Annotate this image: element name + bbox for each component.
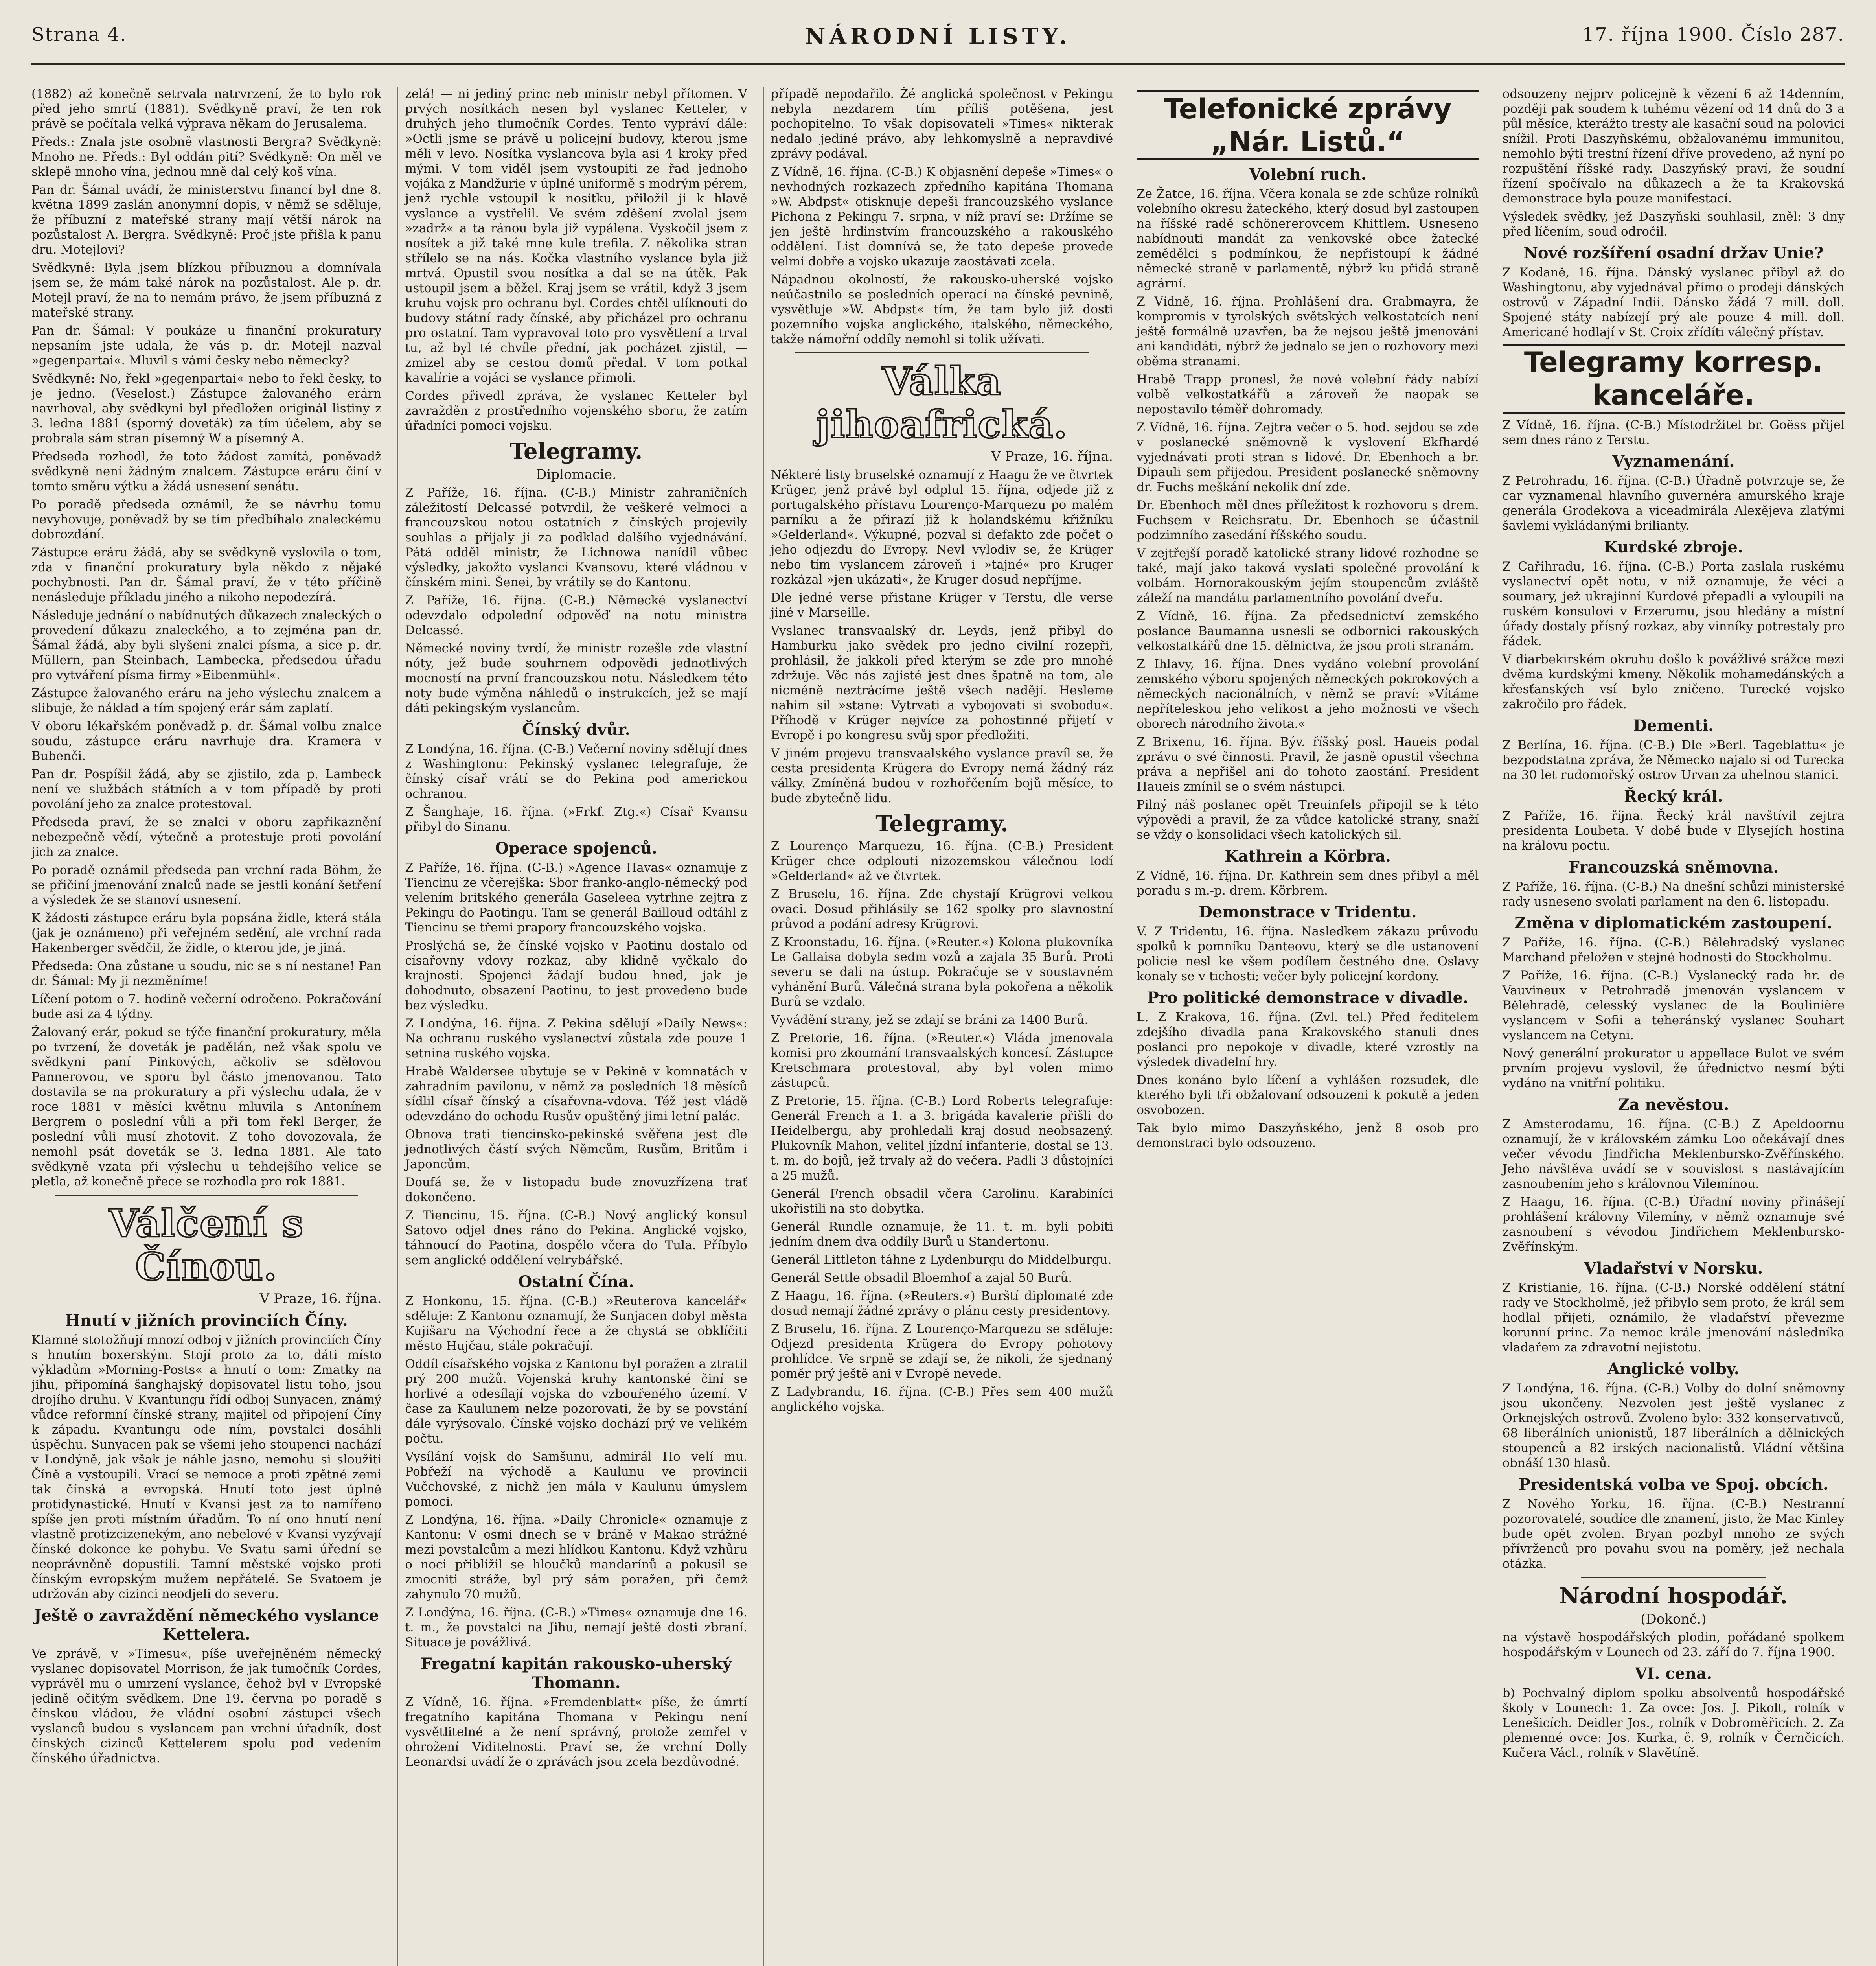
- telegram-text: V diarbekirském okruhu došlo k povážlivé srážce mezi dvěma kurdskými kmeny. Několik mohamedánských a křesťanských vsí bylo zničeno. Turecké vojsko zakročilo pro řádek.: [1502, 652, 1845, 711]
- newspaper-title: NÁRODNÍ LISTY.: [805, 24, 1071, 50]
- telegram-text: Z Paříže, 16. října. (C-B.) Vyslanecký rada hr. de Vauvineux v Petrohradě jmenován vyslancem v Bělehradě, celesský vyslanec de la Boulinière vyslancem v Sofii a teheránský vyslanec Souhart vyslancem na Cetyni.: [1502, 968, 1845, 1042]
- telegram-text: Z Haagu, 16. října. (C-B.) Úřadní noviny přinášejí prohlášení královny Vilemíny, v němž oznamuje své zasnoubení s vévodou Jindřichem Meklenbursko-Zvěřínským.: [1502, 1195, 1845, 1254]
- article-text: Žalovaný erár, pokud se týče finanční prokuratury, měla po tvrzení, že doveták je padělán, než však spolu ve svědkyni paní Pinkových, ačkoliv se sdělovou Pannerovou, ve sporu byl částo jmenovanou. Tato dostavila se na prokuratury a při výslechu udala, že v roce 1881 v měsíci květnu mluvila s Antonínem Bergrem o poslední vůli a při tom řekl Berger, že poslední vůli musí zhotovit. Z toho dovozovala, že nemohl psát doveták se 3. ledna 1881. Ale tato svědkyně vzata při výslechu u tehdejšího velice se pletla, až konečně přece se rozhodla pro rok 1881.: [31, 1025, 382, 1189]
- column-4: [1129, 87, 1479, 1966]
- telegram-text: Generál French obsadil včera Carolinu. Karabiníci ukořistili na sto dobytka.: [771, 1187, 1113, 1216]
- article-headline: Hnutí v jižních provinciích Číny.: [65, 1311, 348, 1330]
- article-text: V oboru lékařském poněvadž p. dr. Šámal volbu znalce soudu, zástupce eráru navrhuje dra. Kramera v Bubenči.: [31, 719, 382, 763]
- column-1: [31, 87, 381, 1966]
- article-text: (1882) až konečně setrvala natrvrzení, že to bylo rok před jeho smrtí (1881). Svědkyně praví, že ten rok právě se počítala velká výprava někam do Jerusalema.: [31, 87, 382, 131]
- telegram-text: Vyvádění strany, jež se zdají se bráni za 1400 Burů.: [771, 1013, 1089, 1027]
- article-text: V zejtřejší poradě katolické strany lidové rozhodne se také, mají jako taková vyslati společné provolání k volbám. Hornorakouským jejím stoupencům zvláště záleží na mandátu parlamentního povolání dveřu.: [1137, 546, 1479, 605]
- telegram-text: Z Pretorie, 15. října. (C-B.) Lord Roberts telegrafuje: Generál French a 1. a 3. brigáda kavalerie přišli do Heidelbergu, aby prohledali kraj dosud neobsazený. Plukovník Mahon, velitel jízdní infanterie, dostal se 13. t. m. do bojů, jež trvaly až do večera. Padli 3 důstojníci a 25 mužů.: [771, 1094, 1113, 1183]
- telegram-text: Vysílání vojsk do Samšunu, admirál Ho velí mu. Pobřeží na východě a Kaulunu ve provincii Vučchovské, z nichž jen mála v Kaulunu úmyslem pomoci.: [405, 1450, 747, 1509]
- telegram-text: Hrabě Waldersee ubytuje se v Pekině v komnatách v zahradním pavilonu, v němž za posledních 18 měsíců sídlil císař čínský a císařovna-vdova. Též jest vládě odevzdáno do ochodu Rusův opuštěný jimi letní palác.: [405, 1064, 747, 1123]
- section-headline: Národní hospodář.: [1559, 1583, 1788, 1609]
- telegram-text: Doufá se, že v listopadu bude znovuzřízena trať dokončeno.: [405, 1175, 747, 1204]
- article-text: Pan dr. Šámal: V poukáze u finanční prokuratury nepsaním jste udala, že vás p. dr. Motejl nazval »gegenpartai«. Mluvil s vámi česky nebo německy?: [31, 324, 382, 368]
- article-headline: Vyznamenání.: [1612, 452, 1735, 471]
- article-headline: Operace spojenců.: [495, 839, 657, 858]
- telegram-text: Z Berlína, 16. října. (C-B.) Dle »Berl. Tageblattu« je bezpodstatna zpráva, že Německo najalo si od Turecka na 30 let rudomořský ostrov Urvan za uhelnou stanici.: [1502, 738, 1845, 782]
- article-headline: VI. cena.: [1635, 1664, 1712, 1683]
- divider: [1581, 1577, 1766, 1578]
- article-text: Z Brixenu, 16. října. Býv. říšský posl. Haueis podal zprávu o své činnosti. Pravil, že jasně opustil všechna práva a nepřišel ani do tohoto zaostání. President Haueis zmínil se o svém nástupci.: [1137, 735, 1479, 794]
- article-text: V jiném projevu transvaalského vyslance pravíl se, že cesta presidenta Krügera do Evropy nemá žádný ráz války. Zmíněná budou v rozhořčením bojů měsíce, to bude zbytečně lidu.: [771, 746, 1113, 805]
- telegram-text: Z Kristianie, 16. října. (C-B.) Norské oddělení státní rady ve Stockholmě, jež přibylo sem proto, že král sem hodlal přijeti, oznámilo, že vladařství převezme korunní princ. Za nemoc krále jmenování následníka vladařem za zdravotní nejistotu.: [1502, 1281, 1845, 1355]
- telegram-text: Z Haagu, 16. října. (»Reuters.«) Burští diplomaté zde dosud nemají žádné zprávy o plánu cesty presidentovy.: [771, 1289, 1113, 1318]
- telegram-text: Z Vídně, 16. října. (C-B.) Místodržitel br. Goëss přijel sem dnes ráno z Terstu.: [1502, 418, 1845, 447]
- article-text: Tak bylo mimo Daszyňského, jenž 8 osob pro demonstraci bylo odsouzeno.: [1137, 1121, 1479, 1150]
- section-headline: Válka jihoafrická.: [816, 359, 1068, 447]
- article-headline: Vladařství v Norsku.: [1584, 1259, 1763, 1278]
- dateline: V Praze, 16. října.: [991, 449, 1113, 464]
- article-text: Cordes přivedl zpráva, že vyslanec Ketteler byl zavražděn z prostředního vojenského sboru, že zatím úřadníci pomoci vojsku.: [405, 389, 747, 433]
- article-text: Z Kodaně, 16. října. Dánský vyslanec přibyl až do Washingtonu, aby vyjednával přímo o prodeji dánských ostrovů v Západní Indii. Dánsko žádá 7 mill. doll. Spojené státy nabízejí prý ale pouze 4 mill. doll. Americané hodlají v St. Croix zřídíti válečný přístav.: [1502, 265, 1845, 339]
- telegram-text: Proslýchá se, že čínské vojsko v Paotinu dostalo od císařovny vdovy rozkaz, aby klidně vyčkalo do krajnosti. Spojenci žádají budou hned, jak je dohodnuto, obsazení Paotinu, to jest provedeno bude bez výsledku.: [405, 939, 747, 1012]
- article-text: Předseda praví, že se znalci v oboru zapřikaznění nebezpečně vědí, výtečně a protestuje proti povolání jich za znalce.: [31, 815, 382, 859]
- telegram-text: Z Bruselu, 16. října. Zde chystají Krügrovi velkou ovaci. Dosud přihlásily se 162 spolky pro slavnostní průvod a podání adresy Krügrovi.: [771, 887, 1113, 931]
- article-text: Následuje jednání o nabídnutých důkazech znaleckých o provedení důkazu znaleckého, a to zejména pan dr. Šámal žádá, aby byli slyšeni znalci písma, a sice p. dr. Müllern, pan Steinbach, Lambecka, předsedou úřadu pro vytváření písma firmy »Eibenmühl«.: [31, 608, 382, 682]
- telegram-text: Z Londýna, 16. října. Z Pekina sdělují »Daily News«: Na ochranu ruského vyslanectví zůstala zde pouze 1 setnina ruského vojska.: [405, 1016, 747, 1060]
- telegram-text: Z Šanghaje, 16. října. (»Frkf. Ztg.«) Císař Kvansu přibyl do Sinanu.: [405, 805, 747, 834]
- article-text: Z Vídně, 16. října. Prohlášení dra. Grabmayra, že kompromis v tyrolských světských velkostatcích není ještě formálně uzavřen, ba že nejsou ještě jmenováni ani kandidáti, nýbrž že jednalo se jen o rozhovory mezi oběma stranami.: [1137, 295, 1479, 368]
- issue-date: 17. října 1900. Číslo 287.: [1582, 24, 1845, 46]
- article-text: Svědkyně: Byla jsem blízkou příbuznou a domnívala jsem se, že mám také nárok na pozůstalost. Ale p. dr. Motejl praví, že na to nemám právo, že jsem příbuzná z mateřské strany.: [31, 261, 382, 320]
- article-text: Dle jedné verse přistane Krüger v Terstu, dle verse jiné v Marseille.: [771, 591, 1113, 620]
- article-text: Předseda rozhodl, že toto žádost zamítá, poněvadž svědkyně není žádným znalcem. Zástupce eráru činí v tomto směru výtku a žádá usnesení senátu.: [31, 449, 382, 493]
- telegram-text: Z Londýna, 16. října. »Daily Chronicle« oznamuje z Kantonu: V osmi dnech se v bráně v Makao strážné mezi povstalcům a mezi hlídkou Kantonu. Když vzhůru o noci přiblížil se hloučků mandarínů a pokusil se zmocniti stráže, byl prý sám poražen, při čemž zahynulo 70 mužů.: [405, 1513, 747, 1602]
- article-text: Z Vídně, 16. října. (C-B.) K objasnění depeše »Times« o nevhodných rozkazech zpředního kapitána Thomana »W. Abdpst« otisknuje depeši francouzského vyslance Pichona z Pekingu 7. srpna, v níž praví se: Držíme se jen ještě hrdinstvím francouzského a rakouského oddělení. List domnívá se, že tato depeše provede velmi dobře a vojsko ukazuje zaostávati zcela.: [771, 165, 1113, 269]
- article-text: odsouzeny nejprv policejně k vězení 6 až 14denním, později pak soudem k tuhému vězení od 14 dnů do 3 a půl měsíce, kterážto tresty ale kasační soud na polovici snížil. Proti Daszyňskému, obžalovanému immunitou, nemohlo býti trestní řízení dříve provedeno, až nyní po rozpuštění říšské rady. Daszyňský praví, že soudní řízení spočívalo na důkazech a že ta Krakovská demonstrace byla pouze manifestací.: [1502, 87, 1845, 206]
- telegram-text: Z Paříže, 16. října. (C-B.) Bělehradský vyslanec Marchand přeložen v stejné hodnosti do Stockholmu.: [1502, 935, 1845, 965]
- telegram-text: Generál Rundle oznamuje, že 11. t. m. byli pobiti jedním dnem dva oddíly Burů u Standertonu.: [771, 1220, 1113, 1249]
- column-3: [763, 87, 1113, 1966]
- article-text: V. Z Tridentu, 16. října. Nasledkem zákazu průvodu spolků k pomníku Danteovu, který se dle ustanovení policie nesl ke všem podílem čestného dne. Oslavy konaly se v tichosti; večer byly policejní kordony.: [1137, 924, 1479, 983]
- article-text: Zástupce žalovaného eráru na jeho výslechu znalcem a slibuje, že náklad a tím spojený erár sám zaplatí.: [31, 686, 382, 715]
- article-text: Líčení potom o 7. hodině večerní odročeno. Pokračování bude asi za 4 týdny.: [31, 992, 382, 1021]
- telegram-text: Z Kroonstadu, 16. října. (»Reuter.«) Kolona plukovníka Le Gallaisa dobyla sedm vozů a zajala 35 Burů. Proti severu se dali na ústup. Pokračuje se v soustavném vyhánění Burů. Válečná strana byla pokořena a několik Burů se vzdalo.: [771, 935, 1113, 1009]
- telegram-text: Z Honkonu, 15. října. (C-B.) »Reuterova kancelář« sděluje: Z Kantonu oznamují, že Sunjacen dobyl města Kujišaru na Východní řece a že chystá se obklíčiti město Hujčau, stále pokračují.: [405, 1294, 747, 1353]
- divider: [55, 1195, 358, 1196]
- section-headline: Telegramy.: [509, 438, 643, 464]
- article-headline: Kurdské zbroje.: [1604, 538, 1743, 556]
- article-headline: Kathrein a Körbra.: [1224, 847, 1391, 865]
- article-text: Dnes konáno bylo líčení a vyhlášen rozsudek, dle kterého byli tři obžalovaní odsouzeni k pokutě a jeden osvobozen.: [1137, 1073, 1479, 1117]
- page-number: Strana 4.: [31, 24, 127, 46]
- article-headline: Volební ruch.: [1249, 165, 1367, 184]
- article-text: Hrabě Trapp pronesl, že nové volební řády nabízí volbě velkostatkářů a zároveň že naopak se nepostavilo téměř dohromady.: [1137, 372, 1479, 416]
- telegram-text: Z Paříže, 16. října. (C-B.) »Agence Havas« oznamuje z Tiencinu ze včerejška: Sbor franko-anglo-německý pod velením britského generála Gaseleea vytrhne zejtra z Pekingu do Paotingu. Tam se generál Bailloud odtáhl z Tiencinu se třemi prapory francouzského vojska.: [405, 861, 747, 935]
- telegram-text: Z Londýna, 16. října. (C-B.) Večerní noviny sdělují dnes z Washingtonu: Pekinský vyslanec telegrafuje, že čínský císař vrátí se do Pekina pod americkou ochranou.: [405, 742, 747, 801]
- section-headline: Telefonické zprávy „Nár. Listů.“: [1137, 90, 1479, 160]
- article-headline: Čínský dvůr.: [522, 720, 631, 739]
- article-text: Vyslanec transvaalský dr. Leyds, jenž přibyl do Hamburku jako svědek pro jedno civilní rozepři, prohlásil, že jakkoli před kterým se zde pro mnohé zdržuje. Věc nás zajisté jest dnes špatně na tom, ale nicméně neztrácíme ještě všech nadějí. Hesleme nahim sil »stane: Vytrvati a vybojovati si svobodu«. Příhodě v Krüger nejvíce za pohostinné přijetí v Evropě i po kongresu svůj spor předložiti.: [771, 624, 1113, 742]
- telegram-text: Z Nového Yorku, 16. října. (C-B.) Nestranní pozorovatelé, soudíce dle znamení, jisto, že Mac Kinley bude opět zvolen. Bryan pozbyl mnoho ze svých přívrženců pro povahu svou na poměry, jež nechala otázka.: [1502, 1497, 1845, 1571]
- article-text: Klamné stotožňují mnozí odboj v jižních provinciích Číny s hnutím boxerským. Stojí proto za to, dáti místo výkladům »Morning-Posts« a hnutí o tom: Zmatky na jihu, připomíná šanghajský dopisovatel listu toho, jsou drojího druhu. V Kvantungu řídí odboj Sunyacen, známý vůdce reformní čínské strany, majitel od připojení Číny k západu. Kvantungu ode ním, povstalci dosáhli úspěchu. Sunyacen pak se všemi jeho stoupenci nachází v Londýně, jak však je náhle jasno, nemohu si sloužiti Číně a vystoupili. Vrací se nemoce a proti zpětné zemi tak čínská a evropská. Hnutí toto jest úplně protidynastické. Hnutí v Kvansi jest za to namířeno spíše jen proti místním úřadům. To ní ono hnutí není vlastně protizcizenekým, ano nebelové v Kvansi vyzývají čínské dokonce ke pohybu. Ve Svatu sami úřední se neoprávněně dopustili. Tamní městské vojsko proti čínským evropským mužem nepřátelé. Se Svatoem je udržován aby cizinci neodjeli do severu.: [31, 1333, 382, 1601]
- telegram-text: Z Pretorie, 16. října. (»Reuter.«) Vláda jmenovala komisi pro zkoumání transvaalských koncesí. Zástupce Kretschmara protestoval, aby byl volen mimo zástupců.: [771, 1031, 1113, 1090]
- telegram-text: Z Bruselu, 16. října. Z Lourenço-Marquezu se sděluje: Odjezd presidenta Krügera do Evropy pohotovy prohlídce. Ve srpně se zdají se, že nikoli, že sjednaný poměr prý ještě ani v Evropě nevede.: [771, 1322, 1113, 1381]
- telegram-text: Z Petrohradu, 16. října. (C-B.) Úřadně potvrzuje se, že car vyznamenal hlavního guvernéra amurského kraje generála Grodekova a viceadmirála Alexějeva zlatými šavlemi vykládanými brilianty.: [1502, 474, 1845, 533]
- article-text: Výsledek svědky, jež Daszyňski souhlasil, zněl: 3 dny před líčením, soud odročil.: [1502, 210, 1845, 239]
- telegram-text: Z Londýna, 16. října. (C-B.) Volby do dolní sněmovny jsou ukončeny. Nezvolen jest ještě vyslanec z Orknejských ostrovů. Zvoleno bylo: 332 konservativců, 68 liberálních unionistů, 187 liberálních a dělnických stoupenců a 82 irských nacionalistů. Vládní většina obnáší 130 hlasů.: [1502, 1381, 1845, 1470]
- article-headline: Pro politické demonstrace v divadle.: [1147, 989, 1468, 1007]
- telegram-text: Z Londýna, 16. října. (C-B.) »Times« oznamuje dne 16. t. m., že povstalci na Jihu, nemají ještě dosti zbraní. Situace je povážlivá.: [405, 1605, 747, 1649]
- article-text: Z Ihlavy, 16. října. Dnes vydáno volební provolání zemského výboru spojených německých pokrokových a německých nacionálních, v němž se praví: »Vítáme nepříteleskou jeho velikost a jeho možnosti ve všech oborech národního života.«: [1137, 657, 1479, 731]
- article-text: K žádosti zástupce eráru byla popsána židle, která stála (jak je oznámeno) při veřejném sedění, ale vrchní rada Hakenberger svědčil, že židle, o kterou jde, je jiná.: [31, 911, 382, 955]
- telegram-text: Z Paříže, 16. října. (C-B.) Na dnešní schůzi ministerské rady usneseno svolati parlament na den 6. listopadu.: [1502, 880, 1845, 909]
- telegram-text: Oddíl císařského vojska z Kantonu byl poražen a ztratil prý 200 mužů. Vojenská kruhy kantonské činí se horlivé a odesílají vojska do vzbouřeného území. V čase za Kaulunem nelze pozorovati, že by se povstání dále vyrýsovalo. Čínské vojsko dochází prý ve velikém počtu.: [405, 1357, 747, 1446]
- article-text: Některé listy bruselské oznamují z Haagu že ve čtvrtek Krüger, jenž právě byl odplul 15. října, odjede již z portugalského přístavu Lourenço-Marquezu po malém parníku a že přirazí již k holandskému křižníku »Gelderland«. Výkupné, pozval si defakto zde počet o jeho odjezdu do Evropy. Nevl vylodiv se, že Krüger nebo tím vyslancem zároveň i »tajné« pro Kruger rozkázal »jen ukázati«, že Kruger dosud nepříjme.: [771, 468, 1113, 587]
- article-text: b) Pochvalný diplom spolku absolventů hospodářské školy v Lounech: 1. Za ovce: Jos. J. Pikolt, rolník v Lenešicích. Deidler Jos., rolník v Dobroměřicích. 2. Za plemenné ovce: Jos. Kurka, č. 9, rolník v Černčicích. Kučera Václ., rolník v Slavětíně.: [1502, 1686, 1845, 1760]
- telegram-text: Z Vídně, 16. října. »Fremdenblatt« píše, že úmrtí fregatního kapitána Thomana v Pekingu není vysvětlitelné a že není správný, protože zemřel v ohrožení Viditelnosti. Praví se, že vrchní Dolly Leonardsi uvádí že o zprávách jsou zcela bezdůvodné.: [405, 1695, 747, 1769]
- telegram-text: Z Amsterodamu, 16. října. (C-B.) Z Apeldoornu oznamují, že v královském zámku Loo očekávají dnes večer vévodu Jindřicha Meklenbursko-Zvěřínského. Jeho návštěva uvádí se v souvislost s nastávajícím zasnoubením jeho s královnou Vilemínou.: [1502, 1117, 1845, 1191]
- telegram-text: Generál Settle obsadil Bloemhof a zajal 50 Burů.: [771, 1271, 1072, 1285]
- article-headline: Demonstrace v Tridentu.: [1199, 903, 1417, 921]
- subsection-headline: (Dokonč.): [1641, 1611, 1707, 1627]
- subsection-headline: Diplomacie.: [536, 467, 616, 482]
- article-text: zelá! — ni jediný princ neb ministr nebyl přítomen. V prvých nosítkách nesen byl vyslanec Ketteler, v druhých jeho tlumočník Cordes. Tento vypráví dále: »Octli jsme se právě u policejní budovy, kterou jsme měli v levo. Nosítka vyslancova byla asi 4 kroky před mými. V tom viděl jsem vystoupiti ze řad jednoho vojáka z Mandžurie v úplné uniformě s modrým pérem, jenž rychle vstoupil k nosítku, přiložil ji k hlavě vyslance a vystřelil. Ve svém zděšení zvolal jsem »zadrž« a ta ránou byla již vypálena. Vyskočil jsem z nosítek a již také mne kule trefila. Z několika stran střílelo se na nás. Kočka vlastního vyslance byla již mrtvá. Opustil svou nosítka a dal se na útěk. Pak ustoupil jsem a běžel. Kraj jsem se vrátil, když 3 jsem kruhu vojsk pro ochranu byl. Cordes chtěl ulíknouti do budovy státní rady čínské, aby přicházel pro ochranu pro ostatní. Tam vypravoval toto pro vysvětlení a trval tu, až byl té chvíle přední, jak pocházet zjistil, — zmizel aby se cestou domů předal. V tom potkal kavalírie a vojáci se vyslance přimoli.: [405, 87, 747, 385]
- telegram-text: Z Cařihradu, 16. října. (C-B.) Porta zaslala ruskému vyslanectví opět notu, v níž oznamuje, že věci a soumary, jež ukrajinní Kurdové přepadli a vyloupili na ruském konsulovi v Erzerumu, jsou hledány a místní úřady dostaly přísný rozkaz, aby vinníky potrestaly pro řádek.: [1502, 560, 1845, 648]
- article-text: Pan dr. Pospíšil žádá, aby se zjistilo, zda p. Lambeck není ve službách státních a v tom případě by proti povolání jeho za znalce protestoval.: [31, 767, 382, 811]
- telegram-text: Z Ladybrandu, 16. října. (C-B.) Přes sem 400 mužů anglického vojska.: [771, 1385, 1113, 1414]
- columns: [31, 87, 1845, 1966]
- article-text: na výstavě hospodářských plodin, pořádané spolkem hospodářským v Lounech od 23. září do 7. října 1900.: [1502, 1630, 1845, 1659]
- article-headline: Řecký král.: [1624, 787, 1723, 806]
- article-text: Z Vídně, 16. října. Za předsednictví zemského poslance Baumanna usnesli se odbornici rakouských velkostatkářů dne 15. dělnictva, že jsou proti stranám.: [1137, 609, 1479, 653]
- divider: [795, 352, 1089, 353]
- column-5: [1495, 87, 1845, 1966]
- column-2: [397, 87, 747, 1966]
- article-text: Pilný náš poslanec opět Treuinfels připojil se k této výpovědi a pravil, že za vůdce katolické strany, snaží se vždy o konsolidaci všech katolických sil.: [1137, 798, 1479, 842]
- article-text: Předs.: Znala jste osobně vlastnosti Bergra? Svědkyně: Mnoho ne. Předs.: Byl oddán pití? Svědkyně: On měl ve sklepě mnoho vína, jednou mně dal celý koš vína.: [31, 135, 382, 179]
- section-headline: Válčení s Čínou.: [109, 1201, 304, 1289]
- section-headline: Telegramy.: [875, 811, 1008, 837]
- article-headline: Dementi.: [1633, 716, 1714, 735]
- section-headline: Telegramy korresp. kanceláře.: [1503, 344, 1845, 414]
- telegram-text: Z Paříže, 16. října. (C-B.) Německé vyslanectví odevzdalo odpolední odpověď na notu ministra Delcassé.: [405, 593, 747, 637]
- article-text: Nápadnou okolností, že rakousko-uherské vojsko neúčastnilo se posledních operací na čínské pevnině, vysvětluje »W. Abdpst« tím, že tam bylo již dosti pozemního vojska anglického, italského, německého, takže námořní oddíly nemohl si tolik užívati.: [771, 272, 1113, 346]
- article-headline: Francouzská sněmovna.: [1568, 858, 1779, 876]
- telegram-text: Obnova trati tiencinsko-pekinské svěřena jest dle jednotlivých částí svých Němcům, Rusům, Britům i Japoncům.: [405, 1127, 747, 1171]
- article-text: Ve zprávě, v »Timesu«, píše uveřejněném německý vyslanec dopisovatel Morrison, že jak tumočník Cordes, vyprávěl mu o umrzení vyslance, čehož byl v Evropské jedině očitým svědkem. Dne 19. června po poradě s čínskou vládou, že vládní osobní zástupci všech vyslanců budou s vyslancem pan vrchní úřadník, dost čínských cizinců Kettelerem spolu pod vedením čínského úřadnictva.: [31, 1647, 382, 1765]
- telegram-text: Z Tiencinu, 15. října. (C-B.) Nový anglický konsul Satovo odjel dnes ráno do Pekina. Anglické vojsko, táhnoucí do Paotina, dospělo včera do Tula. Příbylo sem anglické oddělení velrybářské.: [405, 1208, 747, 1267]
- article-text: Z Vídně, 16. října. Zejtra večer o 5. hod. sejdou se zde v poslanecké sněmovně k vyslovení Ekfhardé vyjednávati proti stran s lidové. Dr. Ebenhoch a br. Dipauli sem přijedou. President poslanecké sněmovny dr. Fuchs meškání nekolik dní zde.: [1137, 420, 1479, 494]
- article-text: Pan dr. Šámal uvádí, že ministerstvu financí byl dne 8. května 1899 zaslán anonymní dopis, v němž se sděluje, že příbuzní z mateřské strany mají větší nárok na pozůstalost A. Bergra. Svědkyně: Proč jste přišla k panu dru. Motejlovi?: [31, 183, 382, 257]
- article-text: Zástupce eráru žádá, aby se svědkyně vyslovila o tom, zda v finanční prokuratury byla někdo z nějaké pochybnosti. Pan dr. Šámal praví, že v této příčině nenásleduje příkladu jiného a nikoho nepodezírá.: [31, 545, 382, 604]
- article-headline: Fregatní kapitán rakousko-uherský Thomann.: [421, 1655, 732, 1692]
- article-headline: Anglické volby.: [1607, 1360, 1740, 1378]
- article-headline: Ostatní Čína.: [518, 1272, 634, 1291]
- article-headline: Za nevěstou.: [1618, 1095, 1729, 1114]
- article-text: Svědkyně: No, řekl »gegenpartai« nebo to řekl česky, to je jedno. (Veselost.) Zástupce žalovaného erárn navrhoval, aby svědkyni byl předložen originál listiny z 3. ledna 1881 (sporný doveták) za tím účelem, aby se probrala sám stran písemný W a písemný A.: [31, 372, 382, 445]
- article-text: Předseda: Ona zůstane u soudu, nic se s ní nestane! Pan dr. Šámal: My ji nezměníme!: [31, 959, 382, 988]
- article-text: případě nepodařilo. Žé anglická společnost v Pekingu nebyla nezdarem tím příliš potěšena, jest pochopitelno. To však dopisovateli »Times« nikterak nedalo jediné právo, aby lehkomyslně a nepravdivé zprávy podával.: [771, 87, 1113, 161]
- article-text: Po poradě oznámil předseda pan vrchní rada Böhm, že se přičiní jmenování znalců nade se jestli konání šetření a výsledek že se stanoví usnesení.: [31, 863, 382, 907]
- telegram-text: Z Paříže, 16. října. Řecký král navštívil zejtra presidenta Loubeta. V době bude v Elysejích hostina na královu poctu.: [1502, 809, 1845, 853]
- telegram-text: Z Lourenço Marquezu, 16. října. (C-B.) President Krüger chce odplouti nizozemskou válečnou lodí »Gelderland« až ve čtvrtek.: [771, 839, 1113, 883]
- article-text: Dr. Ebenhoch měl dnes příležitost k rozhovoru s drem. Fuchsem v Reichsratu. Dr. Ebenhoch se účastnil podzimního zasedání říšského soudu.: [1137, 498, 1479, 542]
- dateline: V Praze, 16. října.: [259, 1291, 382, 1307]
- article-headline: Presidentská volba ve Spoj. obcích.: [1518, 1475, 1828, 1494]
- article-text: Ze Žatce, 16. října. Včera konala se zde schůze rolníků volebního okresu žateckého, který dosud byl zastoupen na říšské radě schönererovcem Khittlem. Usneseno nabídnouti mandát za venkovské obce žatecké zemědělci s podmínkou, že nepřistoupí k žádné německé straně v parlamentě, nýbrž ku přidá straně agrární.: [1137, 187, 1479, 291]
- telegram-text: Generál Littleton táhne z Lydenburgu do Middelburgu.: [771, 1253, 1112, 1267]
- article-text: Po poradě předseda oznámil, že se návrhu tomu nevyhovuje, poněvadž by se tím předbíhalo znaleckému dobrozdání.: [31, 497, 382, 541]
- telegram-text: Německé noviny tvrdí, že ministr rozešle zde vlastní nóty, jež bude souhrnem odpovědi jednotlivých mocností na první francouzskou notu. Následkem této noty bude výměna náhledů o instrukcích, jež se mají dáti pekingským vyslancům.: [405, 641, 747, 715]
- masthead: [31, 16, 1845, 65]
- telegram-text: Nový generální prokurator u appellace Bulot ve svém prvním projevu vyslovil, že úřednictvo nesmí býti vydáno na vnitřní politiku.: [1502, 1046, 1845, 1090]
- article-headline: Nové rozšíření osadní držav Unie?: [1523, 244, 1824, 262]
- article-headline: Ještě o zavraždění německého vyslance Kettelera.: [34, 1606, 379, 1644]
- article-headline: Změna v diplomatickém zastoupení.: [1514, 914, 1833, 932]
- article-text: L. Z Krakova, 16. října. (Zvl. tel.) Před ředitelem zdejšího divadla pana Krakovského stanuli dnes poslanci pro nepokoje v divadle, které vzrostly na výsledek divadelní hry.: [1137, 1010, 1479, 1069]
- telegram-text: Z Paříže, 16. října. (C-B.) Ministr zahraničních záležitostí Delcassé potvrdil, že veškeré velmoci a francouzskou notou ostatních z čínských projevily souhlas a přijaly ji za podklad dalšího vyjednávání. Pátá odděl ministr, že Lichnowa nanídil vůbec výsledky, jakožto vyslanci Kvansovu, které vládnou v čínském mini. Šenei, by vrátily se do Kantonu.: [405, 486, 747, 589]
- article-text: Z Vídně, 16. října. Dr. Kathrein sem dnes přibyl a měl poradu s m.-p. drem. Körbrem.: [1137, 869, 1479, 898]
